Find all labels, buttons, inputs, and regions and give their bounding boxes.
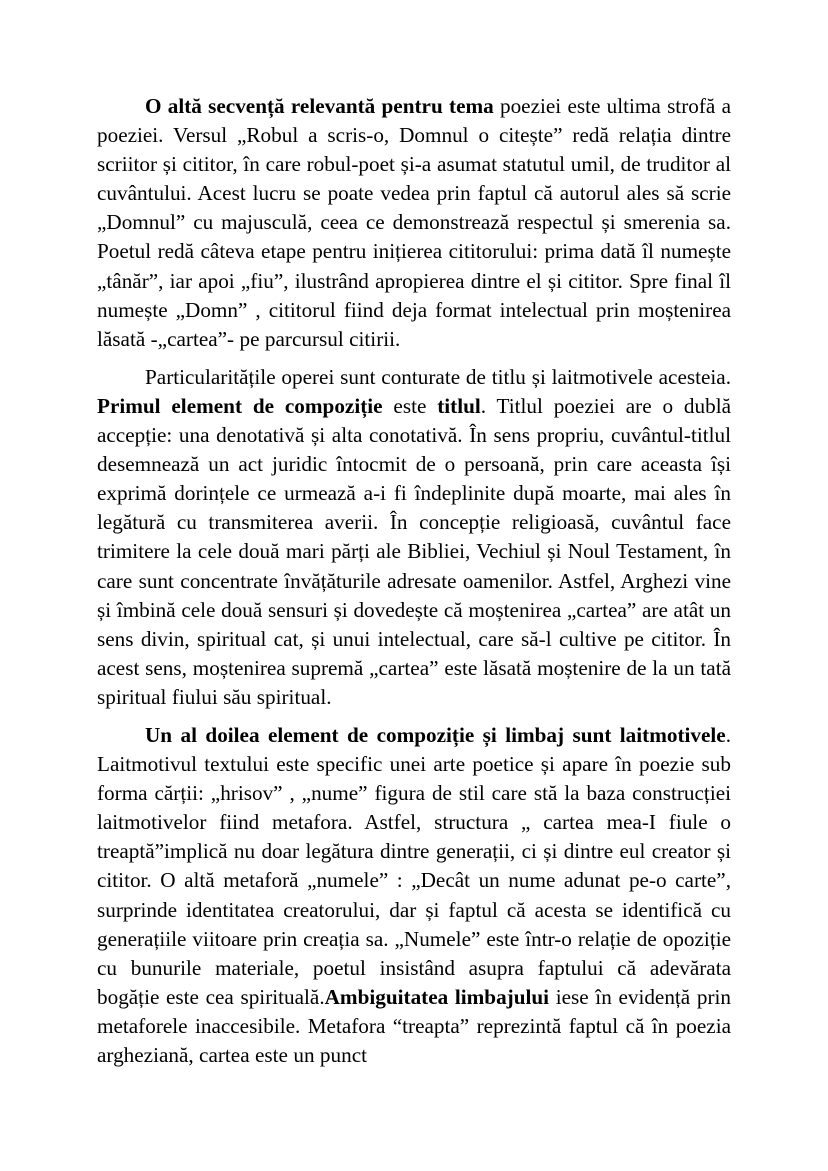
text-run: Particularitățile operei sunt conturate de titlu și laitmotivele acesteia. (145, 364, 731, 389)
paragraph-2 (97, 363, 731, 712)
text-run: . Titlul poeziei are o dublă accepție: una denotativă și alta conotativă. În sens propriu, cuvântul-titlul desemnează un act juridic întocmit de o persoană, prin care aceasta își exprimă dorințele ce urmează a-i fi îndeplinite după moarte, mai ales în legătură cu transmiterea averii. În concepție religioasă, cuvântul face trimitere la cele două mari părți ale Bibliei, Vechiul și Noul Testament, în care sunt concentrate învățăturile adresate oamenilor. Astfel, Arghezi vine și îmbină cele două sensuri și dovedește că moștenirea „cartea” are atât un sens divin, spiritual cat, și unui intelectual, care să-l cultive pe cititor. În acest sens, moștenirea supremă „cartea” este lăsată moștenire de la un tată spiritual fiului său spiritual. (97, 393, 732, 709)
bold-run: Ambiguitatea limbajului (324, 984, 550, 1009)
paragraph-1 (97, 92, 731, 354)
bold-run: Un al doilea element de compoziție și limbaj sunt laitmotivele (145, 722, 726, 747)
text-run: este (382, 393, 438, 418)
bold-run: titlul (437, 393, 481, 418)
bold-run: Primul element de compoziție (97, 393, 383, 418)
text-run: . Laitmotivul textului este specific unei arte poetice și apare în poezie sub forma cărții: „hrisov” , „nume” figura de stil care stă la baza construcției laitmotivelor fiind metafora. Astfel, structura „ cartea mea-I fiule o treaptă”implică nu doar legătura dintre generații, ci și dintre eul creator și cititor. O altă metaforă „numele” : „Decât un nume adunat pe-o carte”, surprinde identitatea creatorului, dar și faptul că acesta se identifică cu generațiile viitoare prin creația sa. „Numele” este într-o relație de opoziție cu bunurile materiale, poetul insistând asupra faptului că adevărata bogăție este cea spirituală. (97, 722, 731, 1009)
text-column (97, 92, 731, 1070)
text-run: poeziei este ultima strofă a poeziei. Versul „Robul a scris-o, Domnul o citește” redă relația dintre scriitor și cititor, în care robul-poet și-a asumat statutul umil, de truditor al cuvântului. Acest lucru se poate vedea prin faptul că autorul ales să scrie „Domnul” cu majusculă, ceea ce demonstrează respectul și smerenia sa. Poetul redă câteva etape pentru inițierea cititorului: prima dată îl numește „tânăr”, iar apoi „fiu”, ilustrând apropierea dintre el și cititor. Spre final îl numește „Domn” , cititorul fiind deja format intelectual prin moștenirea lăsată -„cartea”- pe parcursul citirii. (97, 94, 731, 351)
paragraph-3 (97, 721, 731, 1070)
bold-run: O altă secvență relevantă pentru tema (145, 94, 494, 118)
text-run: iese în evidență prin metaforele inaccesibile. Metafora “treapta” reprezintă faptul că în poezia argheziană, cartea este un punct (97, 984, 731, 1067)
